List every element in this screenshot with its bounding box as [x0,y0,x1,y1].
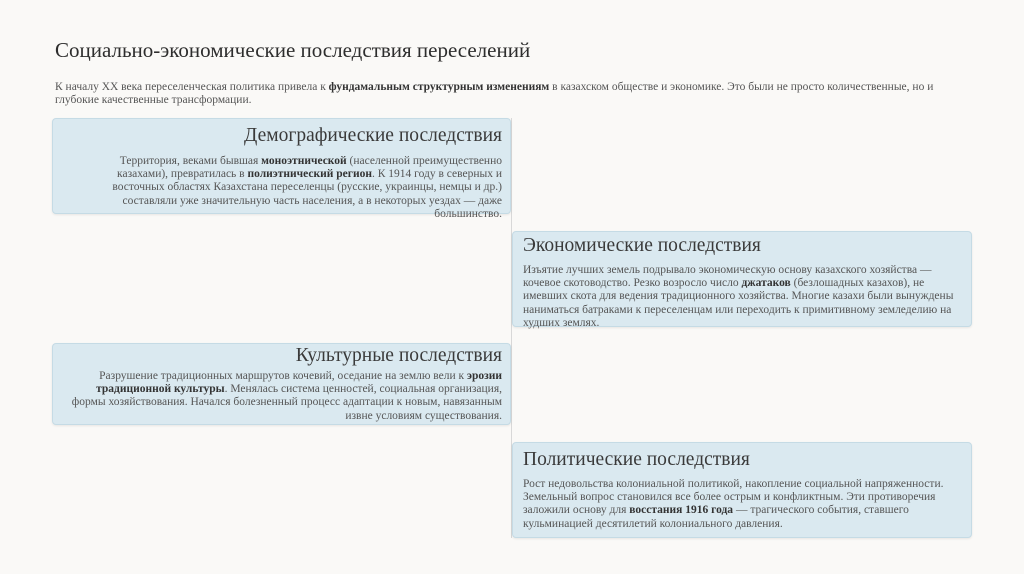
economic-text-2: (безлошадных казахов), не имевших скота для ведения традиционного хозяйства. Многие казахи были вынуждены наниматься батраками к переселенцам или переходить к примитивному земледелию на худших землях. [523,277,954,329]
political-card [512,442,972,538]
demographic-text [73,155,502,221]
demographic-heading: Демографические последствия [244,125,502,146]
cultural-text-2: . Менялась система ценностей, социальная организация, формы хозяйствования. Начался болезненный процесс адаптации к новым, навязанным извне условиям существования. [71,383,502,422]
demographic-card [52,118,511,220]
demographic-text-1: Территория, веками бывшая [119,155,262,167]
political-text [523,478,959,531]
demographic-bold-1: моноэтнической [261,155,347,167]
political-heading: Политические последствия [523,449,750,470]
economic-bold-1: джатаков [741,277,791,290]
cultural-text [63,370,502,423]
economic-heading: Экономические последствия [523,235,761,256]
economic-text [523,264,959,330]
intro-part-1: К началу XX века переселенческая политика привела к [55,81,329,93]
political-text-2: — трагического события, ставшего кульминацией десятилетий колониального давления. [523,504,909,530]
intro-text [55,81,955,107]
page-title: Социально-экономические последствия переселений [55,38,531,62]
demographic-text-3: . К 1914 году в северных и восточных областях Казахстана переселенцы (русские, украинцы, немцы и др.) составляли уже значительную часть населения, а в некоторых уездах — даже большинство. [112,168,502,220]
intro-part-2: в казахском обществе и экономике. Это были не просто количественные, но и глубокие качественные трансформации. [55,81,934,106]
demographic-bold-2: полиэтнический регион [247,168,372,181]
economic-card [512,231,972,327]
cultural-text-1: Разрушение традиционных маршрутов кочевий, оседание на землю вели к [99,370,467,382]
cultural-bold-1: эрозии традиционной культуры [96,370,502,396]
intro-emphasis: фундамальным структурным изменениям [328,81,550,93]
economic-text-1: Изъятие лучших земель подрывало экономическую основу казахского хозяйства — кочевое скотоводство. Резко возросло число [523,264,932,290]
demographic-text-2: (населенной преимущественно казахами), превратилась в [117,155,502,181]
cultural-card [52,343,511,425]
political-text-1: Рост недовольства колониальной политикой, накопление социальной напряженности. Земельный вопрос становился все более острым и конфликтным. Эти противоречия заложили основу для [523,478,944,517]
cultural-heading: Культурные последствия [295,345,502,366]
political-bold-1: восстания 1916 года [629,504,734,517]
